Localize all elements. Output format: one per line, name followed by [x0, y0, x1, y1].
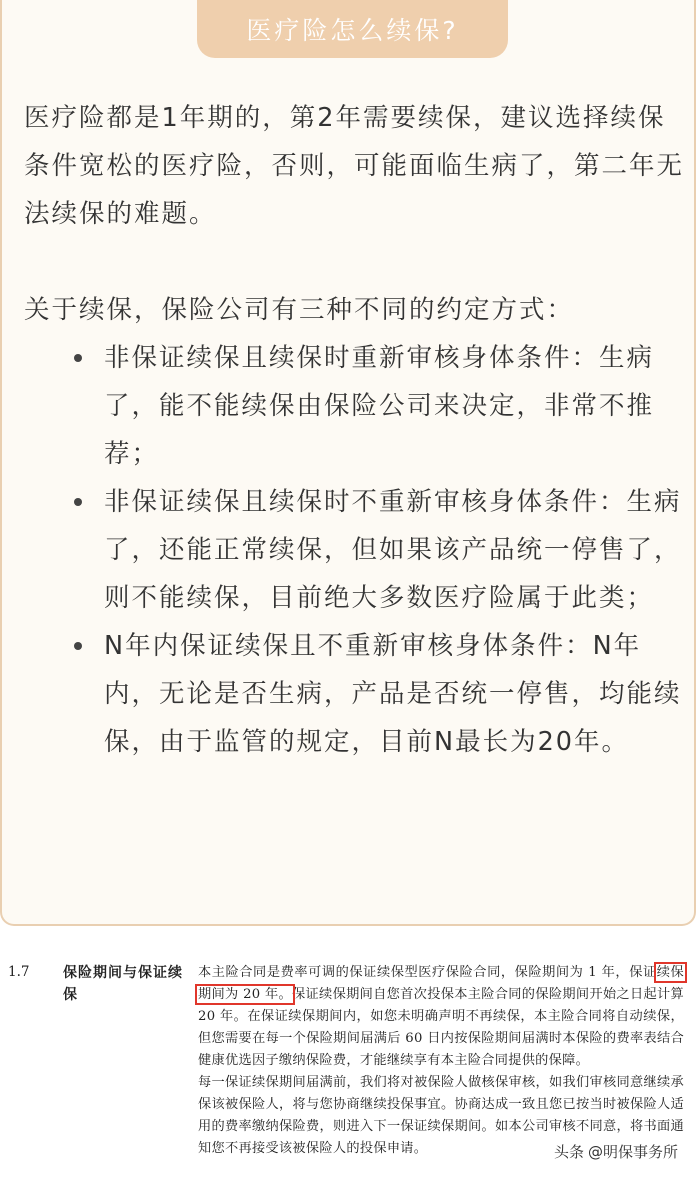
card-title: 医疗险怎么续保?: [246, 16, 459, 45]
clause-paragraph-1: 本主险合同是费率可调的保证续保型医疗保险合同，保险期间为 1 年，保证续保期间为 20 年。保证续保期间自您首次投保本主险合同的保险期间开始之日起计算 20 年。在保证续保期间内，如您未明确声明不再续保，本主险合同将自动续保，但您需要在每一个保险期间届满后 60 日内按保险期间届满时本保险的费率表结合健康优选因子缴纳保险费，才能继续享有本主险合同提供的保障。: [198, 965, 684, 1068]
intro-paragraph: 医疗险都是1年期的，第2年需要续保，建议选择续保条件宽松的医疗险，否则，可能面临生病了，第二年无法续保的难题。: [24, 103, 685, 229]
contract-excerpt: [0, 950, 700, 1182]
watermark-handle: @明保事务所: [587, 1143, 678, 1161]
renewal-ways-list: [24, 334, 684, 766]
bullet-icon: [74, 498, 82, 506]
highlighted-term: 续保期间为 20 年。: [198, 965, 684, 1002]
title-tab: [197, 0, 508, 58]
clause-heading: 保险期间与保证续保: [63, 965, 183, 1003]
ways-intro: 关于续保，保险公司有三种不同的约定方式：: [24, 295, 575, 325]
clause-text: [198, 962, 684, 1160]
card-body: [24, 94, 684, 766]
bullet-icon: [74, 642, 82, 650]
list-item: 非保证续保且续保时重新审核身体条件：生病了，能不能续保由保险公司来决定，非常不推荐；: [104, 334, 684, 478]
source-watermark: [548, 1139, 684, 1164]
bullet-icon: [74, 354, 82, 362]
clause-number: 1.7: [8, 964, 30, 980]
watermark-prefix: 头条: [553, 1143, 584, 1161]
clause-paragraph-2: 每一保证续保期间届满前，我们将对被保险人做核保审核，如我们审核同意继续承保该被保险人，将与您协商继续投保事宜。协商达成一致且您已按当时被保险人适用的费率缴纳保险费，则进入下一保证续保期间。如本公司审核不同意，将书面通知您不再接受该被保险人的投保申请。: [198, 1075, 684, 1156]
list-item: N年内保证续保且不重新审核身体条件：N年内，无论是否生病，产品是否统一停售，均能续保，由于监管的规定，目前N最长为20年。: [104, 622, 684, 766]
list-item: 非保证续保且续保时不重新审核身体条件：生病了，还能正常续保，但如果该产品统一停售了，则不能续保，目前绝大多数医疗险属于此类；: [104, 478, 684, 622]
